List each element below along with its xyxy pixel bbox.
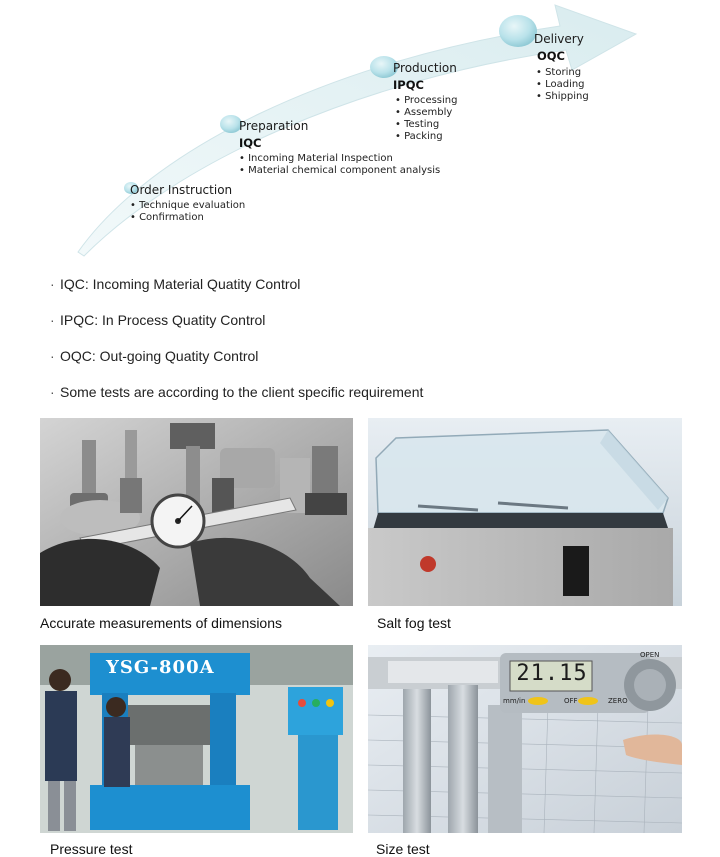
stage-items-production: [395, 95, 457, 143]
photo-measurement: [40, 418, 353, 606]
note-text: OQC: Out-going Quatity Control: [60, 348, 259, 364]
curved-arrow: [0, 0, 720, 265]
stage-item: • Technique evaluation: [130, 200, 245, 212]
caliper-open-label: OPEN: [640, 651, 660, 659]
caliper-off-label: OFF: [564, 697, 578, 705]
stage-code-oqc: OQC: [537, 49, 565, 63]
stage-code-ipqc: IPQC: [393, 78, 424, 92]
stage-item: • Processing: [395, 95, 457, 107]
stage-marker-delivery: [499, 15, 537, 47]
stage-title-preparation: Preparation: [239, 119, 309, 133]
stage-items-delivery: [536, 67, 589, 103]
note-ipqc: · IPQC: In Process Quatity Control: [50, 312, 266, 328]
process-flow-diagram: [0, 0, 720, 265]
caliper-zero-label: ZERO: [608, 697, 628, 705]
note-client-requirement: · Some tests are according to the client specific requirement: [50, 384, 424, 400]
stage-item: • Storing: [536, 67, 589, 79]
stage-item: • Shipping: [536, 91, 589, 103]
note-oqc: · OQC: Out-going Quatity Control: [50, 348, 259, 364]
stage-item: • Confirmation: [130, 212, 245, 224]
caption-size-test: Size test: [376, 841, 430, 857]
note-text: Some tests are according to the client specific requirement: [60, 384, 424, 400]
stage-item: • Packing: [395, 131, 457, 143]
photo-size-test: [368, 645, 682, 833]
machine-label: YSG-800A: [106, 657, 215, 678]
stage-item: • Testing: [395, 119, 457, 131]
stage-item: • Material chemical component analysis: [239, 165, 440, 177]
stage-item: • Incoming Material Inspection: [239, 153, 440, 165]
stage-code-iqc: IQC: [239, 136, 262, 150]
caption-measurement: Accurate measurements of dimensions: [40, 615, 282, 631]
caption-pressure: Pressure test: [50, 841, 133, 857]
stage-items-order: [130, 200, 245, 224]
stage-items-preparation: [239, 153, 440, 177]
stage-title-delivery: Delivery: [534, 32, 584, 46]
note-text: IPQC: In Process Quatity Control: [60, 312, 266, 328]
photo-pressure: [40, 645, 353, 833]
photo-salt-fog: [368, 418, 682, 606]
note-iqc: · IQC: Incoming Material Quatity Control: [50, 276, 301, 292]
stage-title-production: Production: [393, 61, 457, 75]
stage-item: • Loading: [536, 79, 589, 91]
note-text: IQC: Incoming Material Quatity Control: [60, 276, 301, 292]
caliper-readout: 21.15: [516, 661, 588, 686]
stage-title-order: Order Instruction: [130, 183, 233, 197]
caption-salt-fog: Salt fog test: [377, 615, 451, 631]
stage-item: • Assembly: [395, 107, 457, 119]
caliper-unit-label: mm/in: [503, 697, 526, 705]
